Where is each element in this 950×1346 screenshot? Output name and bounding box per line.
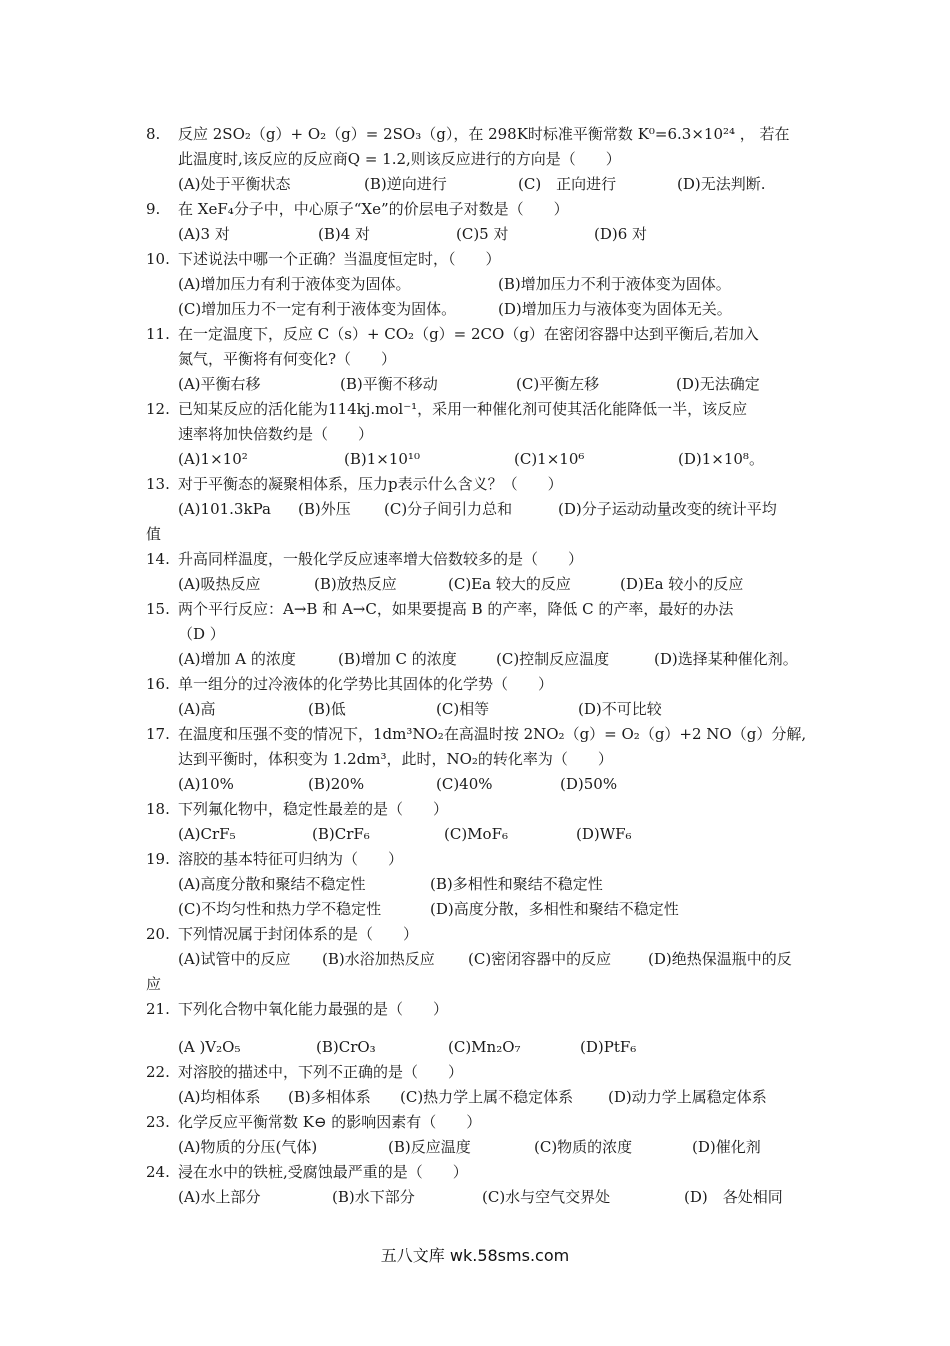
question-23: 23. 化学反应平衡常数 K⊖ 的影响因素有（ ） (A)物质的分压(气体) (B)反应温度 (C)物质的浓度 (D)催化剂 [146, 1110, 821, 1160]
question-11: 11. 在一定温度下，反应 C（s）+ CO₂（g）= 2CO（g）在密闭容器中达到平衡后,若加入 氮气，平衡将有何变化?（ ） (A)平衡右移 (B)平衡不移动 (C)平衡左移 (D)无法确定 [146, 322, 821, 397]
footer-watermark: 五八文库 wk.58sms.com [380, 1246, 570, 1265]
question-18: 18. 下列氟化物中，稳定性最差的是（ ） (A)CrF₅ (B)CrF₆ (C)MoF₆ (D)WF₆ [146, 797, 821, 847]
question-10: 10. 下述说法中哪一个正确？当温度恒定时，（ ） (A)增加压力有利于液体变为固体。 (B)增加压力不利于液体变为固体。 (C)增加压力不一定有利于液体变为固体。 (D)增加压力与液体变为固体无关。 [146, 247, 821, 322]
options-19-row1: (A)高度分散和聚结不稳定性 (B)多相性和聚结不稳定性 [178, 875, 603, 893]
options-22: (A)均相体系 (B)多相体系 (C)热力学上属不稳定体系 (D)动力学上属稳定体系 [178, 1088, 767, 1106]
options-9: (A)3 对 (B)4 对 (C)5 对 (D)6 对 [178, 225, 648, 243]
options-16: (A)高 (B)低 (C)相等 (D)不可比较 [178, 700, 662, 718]
options-20: (A)试管中的反应 (B)水浴加热反应 (C)密闭容器中的反应 (D)绝热保温瓶中的反 [178, 950, 792, 968]
options-10-row1: (A)增加压力有利于液体变为固体。 (B)增加压力不利于液体变为固体。 [178, 275, 731, 293]
question-19: 19. 溶胶的基本特征可归纳为（ ） (A)高度分散和聚结不稳定性 (B)多相性和聚结不稳定性 (C)不均匀性和热力学不稳定性 (D)高度分散，多相性和聚结不稳定性 [146, 847, 821, 922]
question-9: 9. 在 XeF₄分子中，中心原子“Xe”的价层电子对数是（ ） (A)3 对 (B)4 对 (C)5 对 (D)6 对 [146, 197, 821, 247]
question-21: 21. 下列化合物中氧化能力最强的是（ ） (A )V₂O₅ (B)CrO₃ (C)Mn₂O₇ (D)PtF₆ [146, 997, 821, 1060]
options-15: (A)增加 A 的浓度 (B)增加 C 的浓度 (C)控制反应温度 (D)选择某种催化剂。 [178, 650, 798, 668]
options-13: (A)101.3kPa (B)外压 (C)分子间引力总和 (D)分子运动动量改变的统计平均 [178, 500, 777, 518]
options-24: (A)水上部分 (B)水下部分 (C)水与空气交界处 (D) 各处相同 [178, 1188, 783, 1206]
question-13: 13. 对于平衡态的凝聚相体系，压力p表示什么含义？（ ） (A)101.3kPa (B)外压 (C)分子间引力总和 (D)分子运动动量改变的统计平均 值 [146, 472, 821, 547]
options-17: (A)10% (B)20% (C)40% (D)50% [178, 775, 618, 793]
options-14: (A)吸热反应 (B)放热反应 (C)Ea 较大的反应 (D)Ea 较小的反应 [178, 575, 744, 593]
options-8: (A)处于平衡状态 (B)逆向进行 (C) 正向进行 (D)无法判断. [178, 175, 766, 193]
options-10-row2: (C)增加压力不一定有利于液体变为固体。 (D)增加压力与液体变为固体无关。 [178, 300, 732, 318]
question-8: 8. 反应 2SO₂（g）+ O₂（g）= 2SO₃（g），在 298K时标准平衡常数 K⁰=6.3×10²⁴ ， 若在 此温度时,该反应的反应商Q = 1.2,则该反应进行的方向是（ ） (A)处于平衡状态 (B)逆向进行 (C) 正向进行 (D)无法判断. [146, 122, 821, 197]
question-17: 17. 在温度和压强不变的情况下，1dm³NO₂在高温时按 2NO₂（g）= O₂（g）+2 NO（g）分解, 达到平衡时，体积变为 1.2dm³，此时，NO₂的转化率为（ ） (A)10% (B)20% (C)40% (D)50% [146, 722, 821, 797]
options-11: (A)平衡右移 (B)平衡不移动 (C)平衡左移 (D)无法确定 [178, 375, 760, 393]
options-21: (A )V₂O₅ (B)CrO₃ (C)Mn₂O₇ (D)PtF₆ [178, 1038, 637, 1056]
question-16: 16. 单一组分的过冷液体的化学势比其固体的化学势（ ） (A)高 (B)低 (C)相等 (D)不可比较 [146, 672, 821, 722]
options-23: (A)物质的分压(气体) (B)反应温度 (C)物质的浓度 (D)催化剂 [178, 1138, 761, 1156]
question-15: 15. 两个平行反应：A→B 和 A→C，如果要提高 B 的产率，降低 C 的产率，最好的办法 （D ） (A)增加 A 的浓度 (B)增加 C 的浓度 (C)控制反应温度 (D)选择某种催化剂。 [146, 597, 821, 672]
options-18: (A)CrF₅ (B)CrF₆ (C)MoF₆ (D)WF₆ [178, 825, 632, 843]
options-12: (A)1×10² (B)1×10¹⁰ (C)1×10⁶ (D)1×10⁸。 [178, 450, 764, 468]
question-20: 20. 下列情况属于封闭体系的是（ ） (A)试管中的反应 (B)水浴加热反应 (C)密闭容器中的反应 (D)绝热保温瓶中的反 应 [146, 922, 821, 997]
question-24: 24. 浸在水中的铁桩,受腐蚀最严重的是（ ） (A)水上部分 (B)水下部分 (C)水与空气交界处 (D) 各处相同 [146, 1160, 821, 1210]
options-19-row2: (C)不均匀性和热力学不稳定性 (D)高度分散，多相性和聚结不稳定性 [178, 900, 679, 918]
question-12: 12. 已知某反应的活化能为114kj.mol⁻¹，采用一种催化剂可使其活化能降低一半，该反应 速率将加快倍数约是（ ） (A)1×10² (B)1×10¹⁰ (C)1×10⁶ (D)1×10⁸。 [146, 397, 821, 472]
question-14: 14. 升高同样温度，一般化学反应速率增大倍数较多的是（ ） (A)吸热反应 (B)放热反应 (C)Ea 较大的反应 (D)Ea 较小的反应 [146, 547, 821, 597]
question-22: 22. 对溶胶的描述中，下列不正确的是（ ） (A)均相体系 (B)多相体系 (C)热力学上属不稳定体系 (D)动力学上属稳定体系 [146, 1060, 821, 1110]
